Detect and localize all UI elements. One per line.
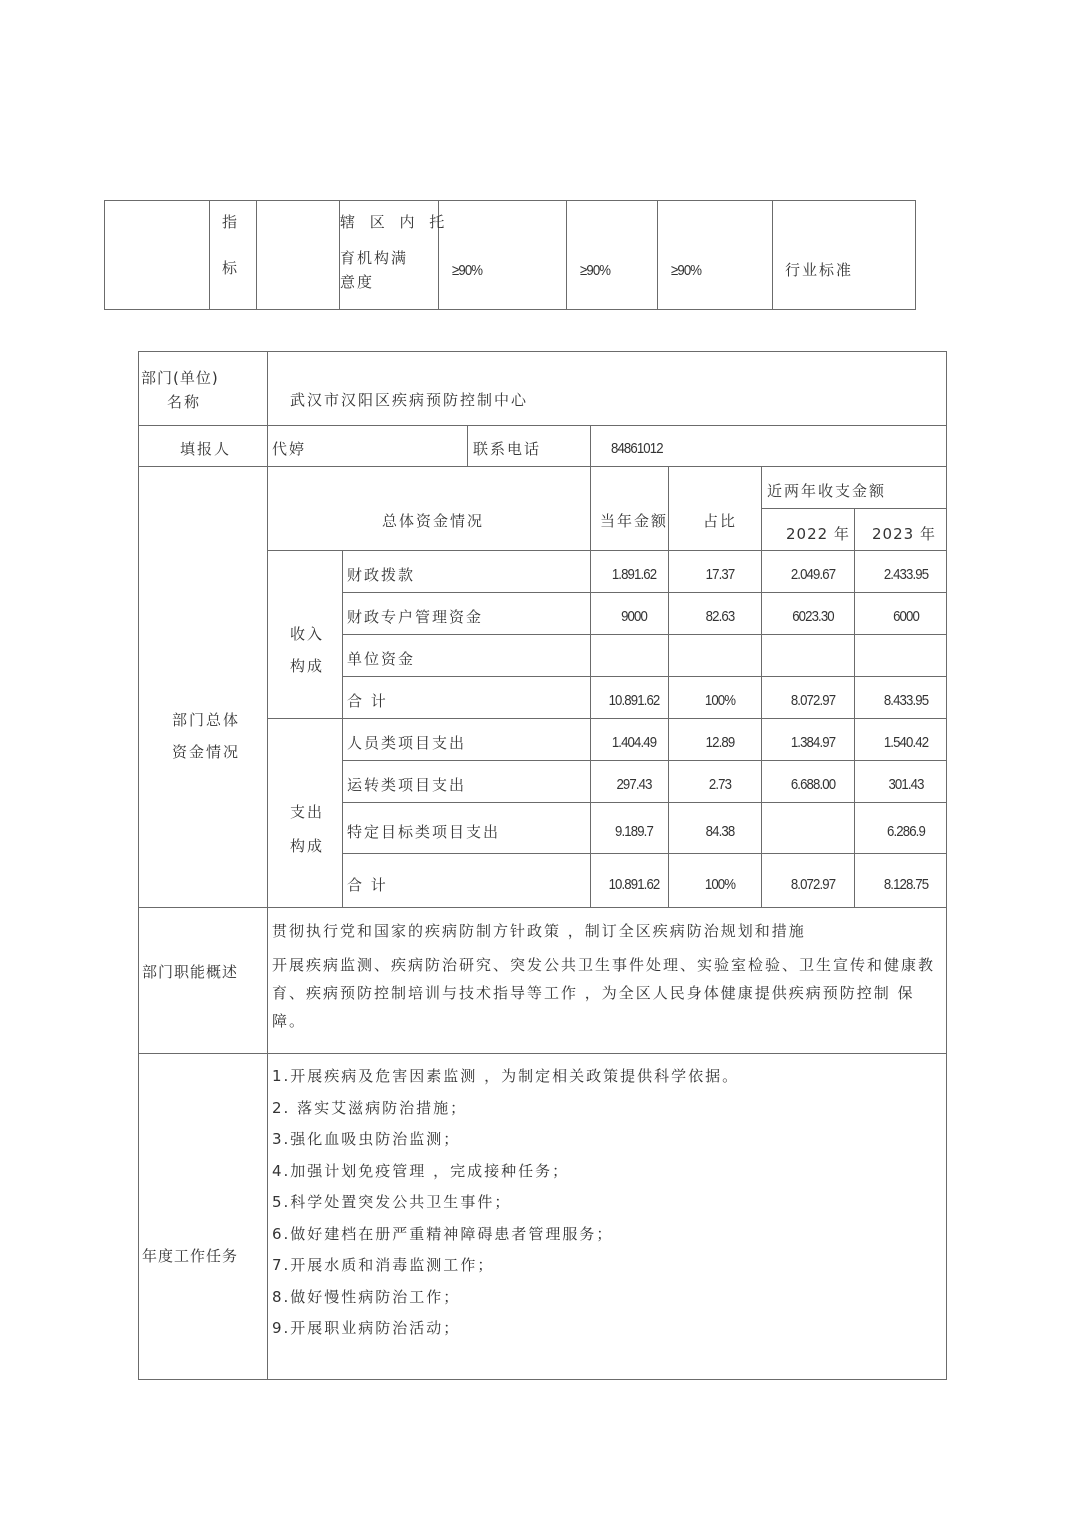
expense-ratio-value: 2.73 — [708, 776, 732, 793]
income-current-value: 10.891.62 — [608, 692, 660, 709]
expense-current-value: 10.891.62 — [608, 876, 660, 893]
expense-item-label: 运转类项目支出 — [347, 776, 467, 794]
expense-current-value: 9.189.7 — [615, 823, 653, 840]
task-item: 3.强化血吸虫防治监测； — [272, 1130, 461, 1148]
funds-section-label: 资金情况 — [172, 743, 241, 761]
expense-item-label: 特定目标类项目支出 — [347, 823, 501, 841]
grid-line — [104, 200, 916, 201]
tasks-label: 年度工作任务 — [142, 1247, 239, 1265]
task-item: 4.加强计划免疫管理 ，完成接种任务； — [272, 1161, 570, 1180]
income-item-label: 合 计 — [347, 692, 388, 710]
grid-line — [915, 200, 916, 310]
expense-y2023-value: 1.540.42 — [883, 734, 929, 751]
task-item: 5.科学处置突发公共卫生事件； — [272, 1193, 512, 1211]
income-current-value: 1.891.62 — [611, 566, 657, 583]
income-ratio-value: 17.37 — [705, 566, 735, 583]
grid-line — [342, 802, 947, 803]
expense-y2022-value: 8.072.97 — [790, 876, 836, 893]
grid-line — [590, 425, 591, 467]
standard-basis: 行业标准 — [785, 261, 854, 279]
grid-line — [138, 907, 947, 908]
grid-line — [209, 200, 210, 310]
income-item-label: 财政拨款 — [347, 566, 416, 584]
income-group-label: 收入 — [290, 625, 325, 643]
income-item-label: 单位资金 — [347, 650, 416, 668]
grid-line — [566, 200, 567, 310]
grid-line — [267, 351, 268, 1380]
phone-value: 84861012 — [611, 440, 663, 457]
dept-name-label: 名称 — [167, 393, 202, 411]
funds-section-label: 部门总体 — [172, 711, 241, 729]
expense-group-label: 支出 — [290, 803, 325, 821]
expense-y2023-value: 301.43 — [888, 776, 924, 793]
expense-current-value: 297.43 — [616, 776, 652, 793]
income-y2023-value: 8.433.95 — [883, 692, 929, 709]
expense-ratio-value: 84.38 — [705, 823, 735, 840]
reporter-label: 填报人 — [180, 440, 232, 458]
header-current-amount: 当年金额 — [600, 512, 669, 530]
income-y2022-value: 6023.30 — [792, 608, 834, 625]
target-value: ≥90% — [580, 262, 611, 279]
expense-item-label: 人员类项目支出 — [347, 734, 467, 752]
header-overall-funds: 总体资金情况 — [382, 512, 485, 530]
grid-line — [138, 1379, 947, 1380]
expense-y2023-value: 6.286.9 — [887, 823, 925, 840]
grid-line — [138, 351, 139, 1380]
grid-line — [256, 200, 257, 310]
reporter-value: 代婷 — [272, 440, 307, 458]
grid-line — [657, 200, 658, 310]
task-item: 8.做好慢性病防治工作； — [272, 1287, 461, 1306]
header-year-2022: 2022 年 — [786, 525, 850, 543]
grid-line — [342, 853, 947, 854]
metric-name-line: 育机构满 — [340, 249, 409, 267]
grid-line — [772, 200, 773, 310]
metric-name-line: 辖 区 内 托 — [340, 213, 450, 231]
income-group-label: 构成 — [290, 657, 325, 675]
grid-line — [104, 309, 916, 310]
grid-line — [267, 718, 947, 719]
functions-paragraph: 贯彻执行党和国家的疾病防制方针政策 ，制订全区疾病防治规划和措施 — [272, 922, 806, 940]
phone-label: 联系电话 — [473, 440, 542, 458]
grid-line — [138, 466, 947, 467]
task-item: 6.做好建档在册严重精神障碍患者管理服务； — [272, 1224, 614, 1243]
expense-y2022-value: 1.384.97 — [790, 734, 836, 751]
tasks-list — [272, 1061, 739, 1345]
grid-line — [342, 760, 947, 761]
grid-line — [104, 200, 105, 310]
indicator-label-char: 标 — [222, 259, 240, 277]
expense-y2022-value: 6.688.00 — [790, 776, 836, 793]
grid-line — [342, 676, 947, 677]
income-item-label: 财政专户管理资金 — [347, 608, 484, 626]
target-value: ≥90% — [452, 262, 483, 279]
dept-name-value: 武汉市汉阳区疾病预防控制中心 — [290, 391, 529, 409]
task-item: 7.开展水质和消毒监测工作； — [272, 1256, 495, 1274]
grid-line — [342, 550, 343, 908]
income-y2023-value: 2.433.95 — [883, 566, 929, 583]
grid-line — [138, 1053, 947, 1054]
grid-line — [267, 550, 947, 551]
expense-ratio-value: 12.89 — [705, 734, 735, 751]
expense-item-label: 合 计 — [347, 876, 388, 894]
task-item: 2. 落实艾滋病防治措施； — [272, 1098, 468, 1117]
indicator-label-char: 指 — [222, 213, 240, 231]
grid-line — [342, 634, 947, 635]
income-ratio-value: 100% — [704, 692, 736, 709]
functions-label: 部门职能概述 — [142, 963, 239, 981]
metric-name-line: 意度 — [340, 273, 375, 291]
grid-line — [467, 425, 468, 467]
functions-paragraph: 开展疾病监测、疾病防治研究、突发公共卫生事件处理、实验室检验、卫生宣传和健康教育、疾病预防控制培训与技术指导等工作 ，为全区人民身体健康提供疾病预防控制 保障。 — [272, 956, 936, 1030]
grid-line — [761, 508, 947, 509]
target-value: ≥90% — [671, 262, 702, 279]
income-current-value: 9000 — [621, 608, 647, 625]
income-y2022-value: 2.049.67 — [790, 566, 836, 583]
income-y2023-value: 6000 — [893, 608, 919, 625]
income-y2022-value: 8.072.97 — [790, 692, 836, 709]
task-item: 1.开展疾病及危害因素监测 ，为制定相关政策提供科学依据。 — [272, 1067, 740, 1085]
task-item: 9.开展职业病防治活动； — [272, 1319, 461, 1337]
income-ratio-value: 82.63 — [705, 608, 735, 625]
expense-ratio-value: 100% — [704, 876, 736, 893]
grid-line — [946, 351, 947, 1380]
dept-name-label: 部门(单位) — [141, 369, 219, 387]
grid-line — [138, 425, 947, 426]
grid-line — [342, 592, 947, 593]
header-year-2023: 2023 年 — [872, 525, 936, 543]
header-ratio: 占比 — [703, 512, 738, 530]
expense-y2023-value: 8.128.75 — [883, 876, 929, 893]
expense-group-label: 构成 — [290, 837, 325, 855]
expense-current-value: 1.404.49 — [611, 734, 657, 751]
header-recent-two-years: 近两年收支金额 — [767, 482, 887, 500]
grid-line — [138, 351, 947, 352]
